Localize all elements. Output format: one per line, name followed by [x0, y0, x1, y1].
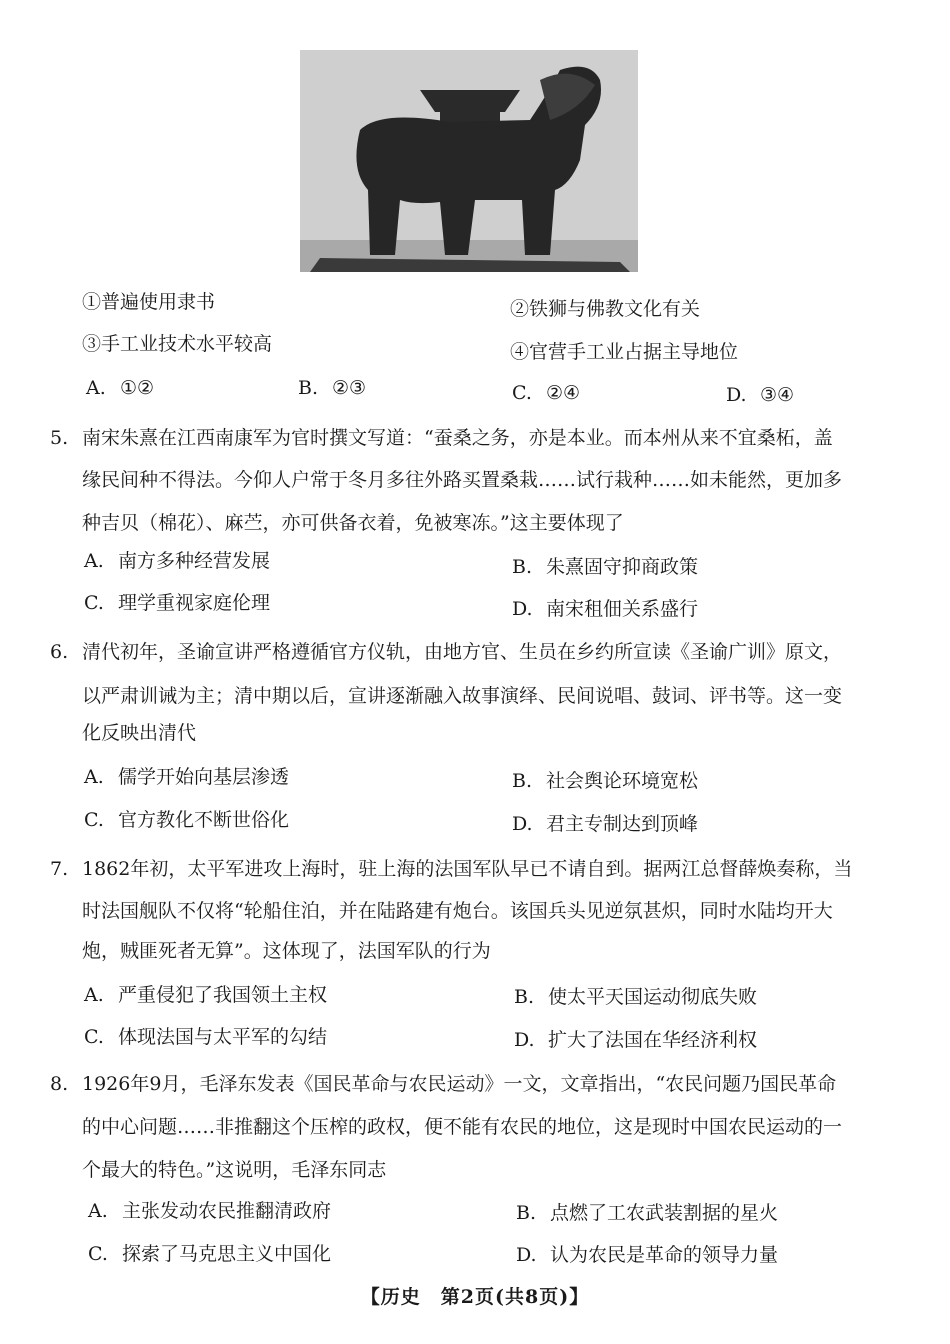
q8-choice-b [516, 1201, 778, 1225]
question-line: 化反映出清代 [82, 722, 197, 744]
choice-text: ③④ [760, 384, 795, 406]
q8-choice-c [88, 1242, 331, 1266]
choice-letter: C. [84, 592, 104, 614]
question-line: 的中心问题……非推翻这个压榨的政权，便不能有农民的地位，这是现时中国农民运动的一 [82, 1116, 843, 1138]
q8-choice-a [88, 1199, 331, 1223]
q6-choice-b [512, 769, 698, 793]
choice-letter: B. [516, 1202, 537, 1224]
choice-text: ②④ [546, 382, 581, 404]
question-line: 炮，贼匪死者无算”。这体现了，法国军队的行为 [82, 940, 491, 962]
choice-letter: C. [512, 382, 532, 404]
choice-letter: D. [512, 813, 533, 835]
choice-letter: A. [84, 984, 104, 1006]
q7-choice-a [84, 983, 327, 1007]
choice-text: ②③ [332, 377, 367, 399]
q4-choice-b [298, 376, 366, 400]
choice-letter: A. [84, 550, 104, 572]
choice-letter: A. [88, 1200, 108, 1222]
question-8 [50, 1072, 900, 1182]
iron-lion-statue-icon [300, 50, 638, 272]
question-6 [50, 640, 900, 750]
question-line: 个最大的特色。”这说明，毛泽东同志 [82, 1159, 387, 1181]
question-line: 南宋朱熹在江西南康军为官时撰文写道：“蚕桑之务，亦是本业。而本州从来不宜桑柘，盖 [82, 427, 833, 449]
choice-letter: A. [84, 766, 104, 788]
choice-letter: A. [86, 377, 106, 399]
choice-letter: B. [512, 770, 533, 792]
choice-text: 南方多种经营发展 [118, 550, 271, 572]
choice-text: 使太平天国运动彻底失败 [548, 986, 758, 1008]
q7-choice-d [514, 1028, 757, 1052]
q6-choice-a [84, 765, 289, 789]
q6-choice-d [512, 812, 698, 836]
q4-option-3: ③手工业技术水平较高 [82, 333, 273, 355]
choice-letter: C. [84, 809, 104, 831]
choice-letter: D. [514, 1029, 535, 1051]
choice-letter: C. [88, 1243, 108, 1265]
choice-text: 点燃了工农武装割据的星火 [550, 1202, 779, 1224]
q4-choice-c [512, 381, 580, 405]
question-5 [50, 426, 900, 536]
choice-text: 扩大了法国在华经济利权 [548, 1029, 758, 1051]
q7-choice-c [84, 1025, 327, 1049]
q5-choice-d [512, 597, 698, 621]
choice-letter: B. [512, 556, 533, 578]
q5-choice-b [512, 555, 698, 579]
question-number: 7. [50, 858, 69, 880]
question-line: 种吉贝（棉花）、麻苎，亦可供备衣着，免被寒冻。”这主要体现了 [82, 512, 624, 534]
choice-letter: C. [84, 1026, 104, 1048]
question-7 [50, 857, 900, 967]
choice-text: 探索了马克思主义中国化 [122, 1243, 332, 1265]
q5-choice-a [84, 549, 270, 573]
choice-text: 认为农民是革命的领导力量 [550, 1244, 779, 1266]
choice-letter: D. [516, 1244, 537, 1266]
question-line: 时法国舰队不仅将“轮船住泊，并在陆路建有炮台。该国兵头见逆氛甚炽，同时水陆均开大 [82, 900, 833, 922]
question-line: 缘民间种不得法。今仰人户常于冬月多往外路买置桑栽……试行栽种……如未能然，更加多 [82, 469, 843, 491]
choice-text: 理学重视家庭伦理 [118, 592, 271, 614]
choice-letter: B. [298, 377, 319, 399]
choice-letter: D. [512, 598, 533, 620]
q8-choice-d [516, 1243, 778, 1267]
q4-option-4: ④官营手工业占据主导地位 [510, 341, 739, 363]
choice-text: 君主专制达到顶峰 [546, 813, 699, 835]
question-line: 以严肃训诫为主；清中期以后，宣讲逐渐融入故事演绎、民间说唱、鼓词、评书等。这一变 [82, 685, 843, 707]
iron-lion-photo [300, 50, 638, 272]
choice-text: 朱熹固守抑商政策 [546, 556, 699, 578]
question-line: 1862年初，太平军进攻上海时，驻上海的法国军队早已不请自到。据两江总督薛焕奏称，当 [82, 858, 853, 880]
q4-option-1: ①普遍使用隶书 [82, 291, 216, 313]
question-line: 清代初年，圣谕宣讲严格遵循官方仪轨，由地方官、生员在乡约所宣读《圣谕广训》原文， [82, 641, 843, 663]
question-number: 5. [50, 427, 69, 449]
question-number: 6. [50, 641, 69, 663]
choice-text: 儒学开始向基层渗透 [118, 766, 290, 788]
choice-text: 官方教化不断世俗化 [118, 809, 290, 831]
choice-letter: B. [514, 986, 535, 1008]
choice-text: 社会舆论环境宽松 [546, 770, 699, 792]
q6-choice-c [84, 808, 289, 832]
q5-choice-c [84, 591, 270, 615]
q4-choice-a [86, 376, 154, 400]
choice-text: 严重侵犯了我国领土主权 [118, 984, 328, 1006]
choice-text: ①② [120, 377, 155, 399]
page-footer: 【历史 第2页(共8页)】 [360, 1286, 590, 1308]
choice-letter: D. [726, 384, 747, 406]
choice-text: 体现法国与太平军的勾结 [118, 1026, 328, 1048]
question-line: 1926年9月，毛泽东发表《国民革命与农民运动》一文，文章指出，“农民问题乃国民革命 [82, 1073, 837, 1095]
q4-choice-d [726, 383, 794, 407]
q4-option-2: ②铁狮与佛教文化有关 [510, 298, 701, 320]
q7-choice-b [514, 985, 757, 1009]
choice-text: 南宋租佃关系盛行 [546, 598, 699, 620]
question-number: 8. [50, 1073, 69, 1095]
choice-text: 主张发动农民推翻清政府 [122, 1200, 332, 1222]
